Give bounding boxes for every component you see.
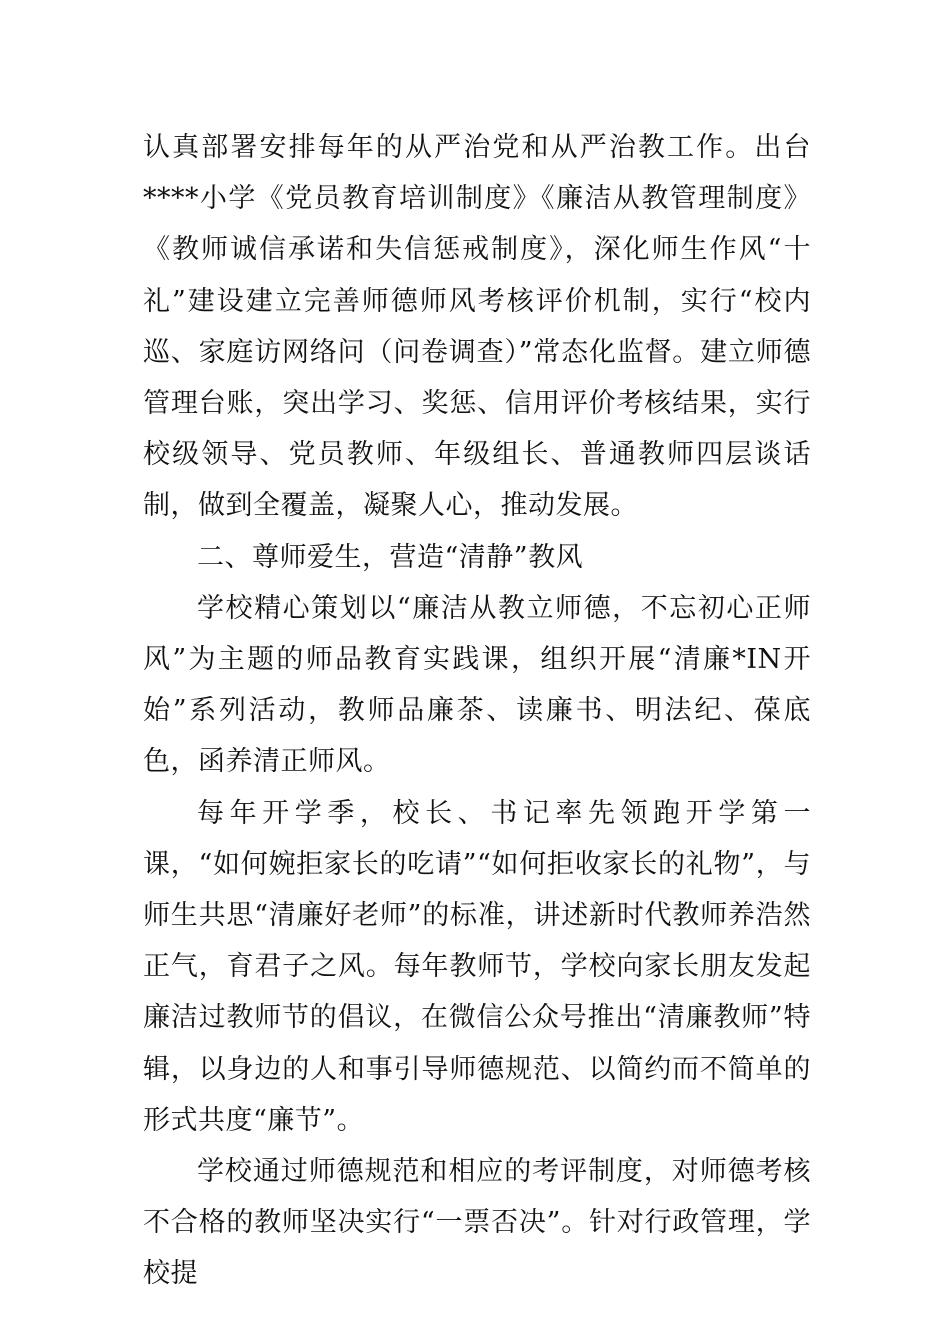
paragraph-teachers-day: 每年开学季，校长、书记率先领跑开学第一课，“如何婉拒家长的吃请”“如何拒收家长的礼物”，与师生共思“清廉好老师”的标准，讲述新时代教师养浩然正气，育君子之风。每年教师节，学校向家长朋友发起廉洁过教师节的倡议，在微信公众号推出“清廉教师”特辑，以身边的人和事引导师德规范、以简约而不简单的形式共度“廉节”。 [143,797,811,1136]
paragraph-activities: 学校精心策划以“廉洁从教立师德，不忘初心正师风”为主题的师品教育实践课，组织开展“清廉*IN开始”系列活动，教师品廉茶、读廉书、明法纪、葆底色，函养清正师风。 [143,592,811,778]
section-heading: 二、尊师爱生，营造“清静”教风 [197,541,584,573]
paragraph-continued: 认真部署安排每年的从严治党和从严治教工作。出台****小学《党员教育培训制度》《廉洁从教管理制度》《教师诚信承诺和失信惩戒制度》，深化师生作风“十礼”建设建立完善师德师风考核评价机制，实行“校内巡、家庭访网络问（问卷调查）”常态化监督。建立师德管理台账，突出学习、奖惩、信用评价考核结果，实行校级领导、党员教师、年级组长、普通教师四层谈话制，做到全覆盖，凝聚人心，推动发展。 [143,132,811,522]
document-body [143,122,811,1300]
paragraph-evaluation: 学校通过师德规范和相应的考评制度，对师德考核不合格的教师坚决实行“一票否决”。针对行政管理，学校提 [143,1156,811,1290]
